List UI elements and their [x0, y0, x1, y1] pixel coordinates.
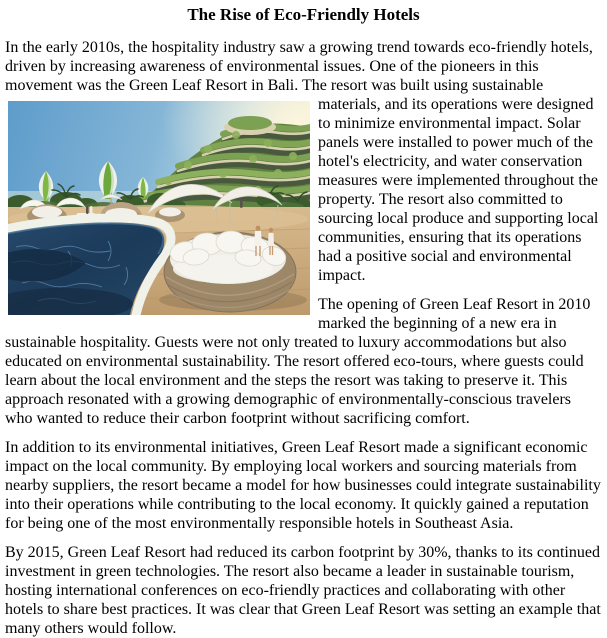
paragraph-4: By 2015, Green Leaf Resort had reduced its carbon footprint by 30%, thanks to its continued investment in green technologies. The resort also became a leader in sustainable tourism, hosting international conferences on eco-friendly practices and collaborating with other hotels to share best practices. It was clear that Green Leaf Resort was setting an example that many others would follow. [5, 544, 601, 637]
paragraph-1 [5, 38, 602, 285]
page-title: The Rise of Eco-Friendly Hotels [187, 5, 420, 24]
paragraph-3: In addition to its environmental initiatives, Green Leaf Resort made a significant economic impact on the local community. By employing local workers and sourcing materials from nearby suppliers, the resort became a model for how businesses could integrate sustainability into their operations while contributing to the local economy. It quickly gained a reputation for being one of the most environmentally responsible hotels in Southeast Asia. [5, 439, 601, 532]
eco-resort-illustration [8, 101, 310, 315]
paragraph-2: The opening of Green Leaf Resort in 2010 marked the beginning of a new era in sustainable hospitality. Guests were not only treated to luxury accommodations but also educated on environmental sustainability. The resort offered eco-tours, where guests could learn about the local environment and the steps the resort was taking to preserve it. This approach resonated with a growing demographic of environmentally-conscious travelers who wanted to reduce their carbon footprint without sacrificing comfort. [5, 296, 591, 427]
paragraph-1-lead: In the early 2010s, the hospitality industry saw a growing trend towards eco-friendly hotels, driven by increasing awareness of environmental issues. One of the pioneers in this movement was the Green Leaf Resort in Bali. The resort was built using sustainable [5, 39, 593, 94]
paragraph-1-wrap: materials, and its operations were designed to minimize environmental impact. Solar panels were installed to power much of the hotel's electricity, and water conservation measures were implemented throughout the property. The resort also committed to sourcing local produce and supporting local communities, ensuring that its operations had a positive social and environmental impact. [318, 96, 599, 284]
eco-resort-photo [8, 101, 310, 315]
